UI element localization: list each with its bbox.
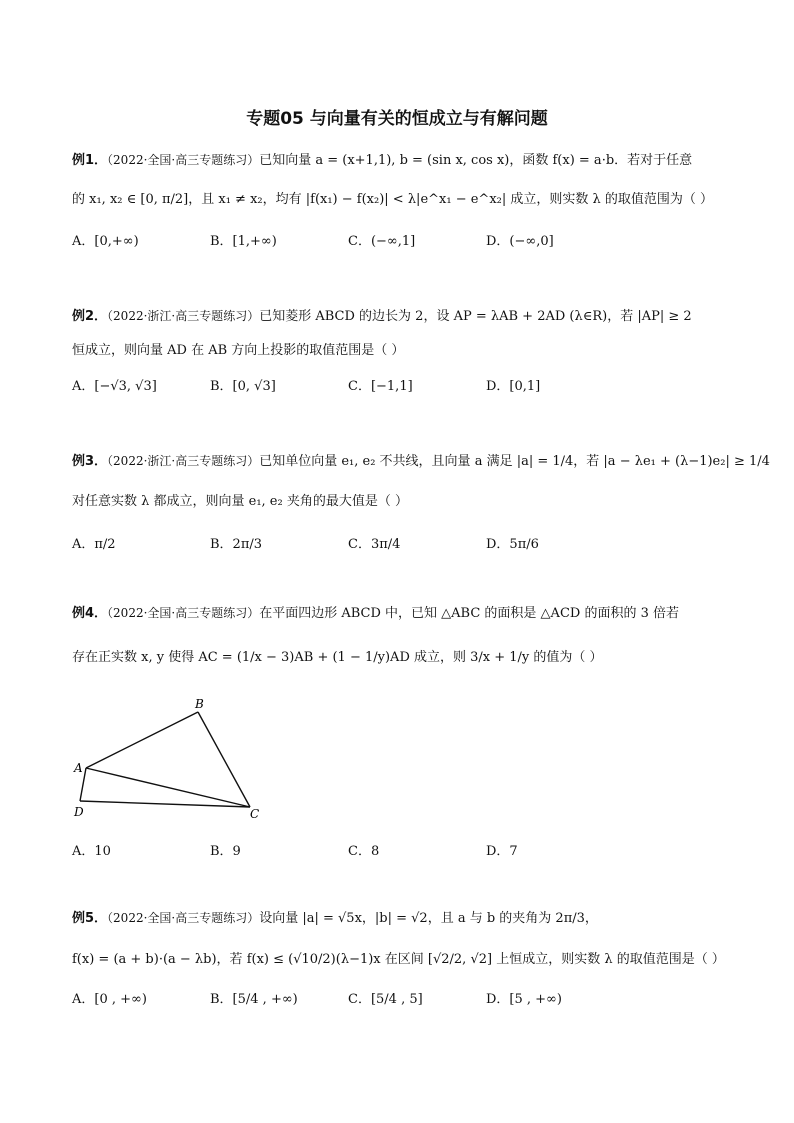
q4-option-d[interactable]: D．7 [486, 844, 518, 859]
q4-option-c[interactable]: C．8 [348, 844, 380, 859]
q4-source: （2022·全国·高三专题练习） [107, 606, 260, 620]
q1-option-d[interactable]: D．(−∞,0] [486, 234, 554, 249]
q4-line2: 存在正实数 x, y 使得 AC = (1/x − 3)AB + (1 − 1/y)AD 成立，则 3/x + 1/y 的值为（ ） [72, 650, 603, 665]
q5-line1 [72, 908, 598, 929]
edge-ac [86, 768, 250, 807]
vertex-label-d: D [74, 805, 84, 819]
q1-option-b[interactable]: B．[1,+∞) [210, 234, 277, 249]
q2-label: 例2． [72, 309, 108, 324]
q2-option-a[interactable]: A．[−√3, √3] [72, 379, 157, 394]
q3-option-c[interactable]: C．3π/4 [348, 537, 401, 552]
q1-line2: 的 x₁, x₂ ∈ [0, π/2]，且 x₁ ≠ x₂，均有 |f(x₁) − f(x₂)| < λ|e^x₁ − e^x₂| 成立，则实数 λ 的取值范围为（ ） [72, 192, 714, 207]
vertex-label-a: A [74, 761, 83, 775]
q5-label: 例5． [72, 911, 108, 926]
q5-source: （2022·全国·高三专题练习） [107, 911, 260, 925]
vertex-label-c: C [250, 807, 260, 821]
q4-text-1: 在平面四边形 ABCD 中，已知 △ABC 的面积是 △ACD 的面积的 3 倍若 [259, 606, 679, 621]
q3-source: （2022·浙江·高三专题练习） [107, 454, 260, 468]
q1-source: （2022·全国·高三专题练习） [107, 153, 260, 167]
q2-option-d[interactable]: D．[0,1] [486, 379, 541, 394]
q4-option-a[interactable]: A．10 [72, 844, 111, 859]
q5-option-d[interactable]: D．[5 , +∞) [486, 992, 562, 1007]
q2-option-b[interactable]: B．[0, √3] [210, 379, 276, 394]
q2-text-1: 已知菱形 ABCD 的边长为 2，设 AP = λAB + 2AD (λ∈R)，若 |AP| ≥ 2 [259, 309, 692, 324]
q2-option-c[interactable]: C．[−1,1] [348, 379, 413, 394]
q5-option-a[interactable]: A．[0 , +∞) [72, 992, 147, 1007]
edge-ab [86, 712, 198, 768]
q5-line2: f(x) = (a + b)·(a − λb)，若 f(x) ≤ (√10/2)(λ−1)x 在区间 [√2/2, √2] 上恒成立，则实数 λ 的取值范围是（ ） [72, 952, 725, 967]
q4-label: 例4． [72, 606, 108, 621]
q1-line1 [72, 150, 692, 171]
q5-option-b[interactable]: B．[5/4 , +∞) [210, 992, 298, 1007]
edge-dc [80, 801, 250, 807]
q2-line1 [72, 306, 692, 327]
quadrilateral-figure [68, 690, 268, 825]
q3-option-a[interactable]: A．π/2 [72, 537, 116, 552]
q1-label: 例1． [72, 153, 108, 168]
q5-option-c[interactable]: C．[5/4 , 5] [348, 992, 423, 1007]
q3-text-1: 已知单位向量 e₁, e₂ 不共线，且向量 a 满足 |a| = 1/4，若 |a − λe₁ + (λ−1)e₂| ≥ 1/4 [259, 454, 770, 469]
edge-bc [198, 712, 250, 807]
q1-text-1: 已知向量 a = (x+1,1), b = (sin x, cos x)，函数 f(x) = a·b．若对于任意 [259, 153, 693, 168]
q1-option-a[interactable]: A．[0,+∞) [72, 234, 139, 249]
q3-option-d[interactable]: D．5π/6 [486, 537, 539, 552]
q2-line2: 恒成立，则向量 AD 在 AB 方向上投影的取值范围是（ ） [72, 343, 405, 358]
q4-line1 [72, 603, 679, 624]
q3-label: 例3． [72, 454, 108, 469]
q1-option-c[interactable]: C．(−∞,1] [348, 234, 416, 249]
q3-line1 [72, 451, 770, 472]
q3-line2: 对任意实数 λ 都成立，则向量 e₁, e₂ 夹角的最大值是（ ） [72, 494, 408, 509]
page-title: 专题05 与向量有关的恒成立与有解问题 [246, 109, 548, 129]
q2-source: （2022·浙江·高三专题练习） [107, 309, 260, 323]
vertex-label-b: B [195, 697, 204, 711]
q5-text-1: 设向量 |a| = √5x，|b| = √2，且 a 与 b 的夹角为 2π/3， [259, 911, 598, 926]
q4-option-b[interactable]: B．9 [210, 844, 241, 859]
q3-option-b[interactable]: B．2π/3 [210, 537, 263, 552]
